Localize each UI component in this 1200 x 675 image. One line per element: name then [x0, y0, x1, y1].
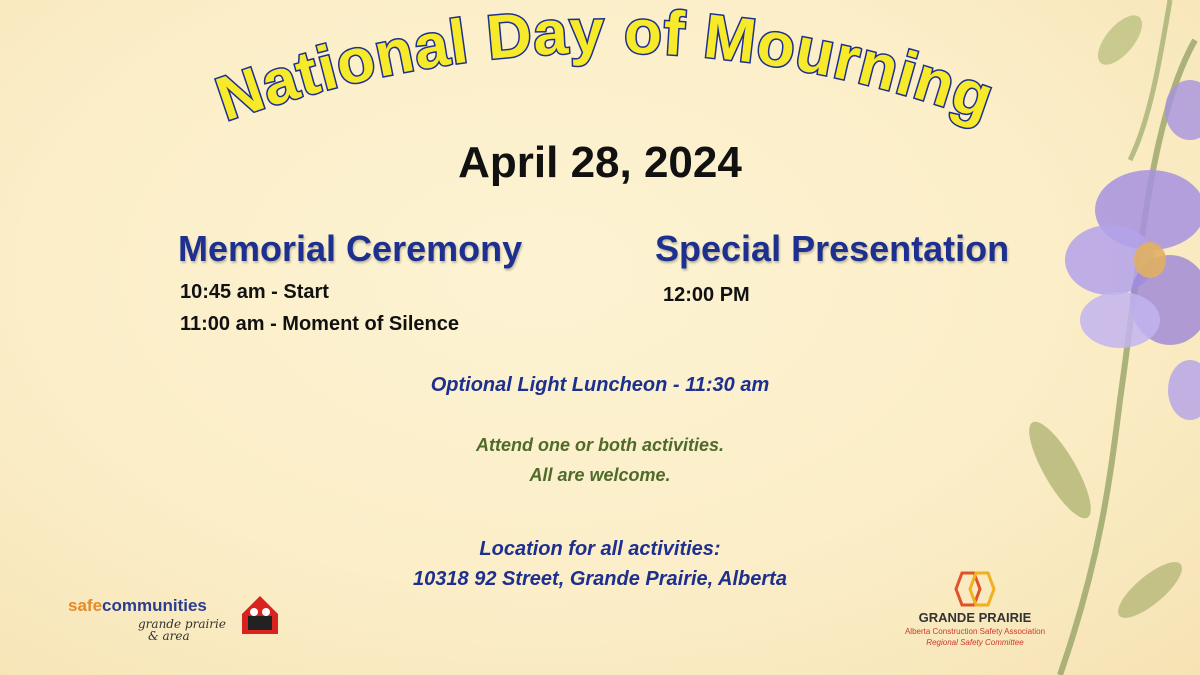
logo-grande-prairie-text: grande prairie	[138, 617, 226, 631]
invite-line-1: Attend one or both activities.	[475, 435, 725, 455]
memorial-heading: Memorial Ceremony	[178, 228, 523, 269]
luncheon-text: Optional Light Luncheon - 11:30 am	[430, 374, 770, 396]
memorial-start-time: 10:45 am - Start	[180, 281, 329, 303]
invite-line-2: All are welcome.	[529, 465, 671, 485]
logo-communities-text: communities	[102, 596, 207, 615]
safe-communities-logo	[68, 590, 288, 650]
hexagon-mark-icon	[952, 570, 998, 608]
logo-acsa-text: Alberta Construction Safety Association	[904, 627, 1046, 636]
logo-area-text: & area	[148, 629, 190, 643]
grande-prairie-acsa-logo	[880, 570, 1070, 650]
location-address: 10318 92 Street, Grande Prairie, Alberta	[413, 568, 787, 590]
logo-committee-text: Regional Safety Committee	[926, 638, 1024, 647]
safety-city-icon	[238, 592, 282, 636]
event-date: April 28, 2024	[458, 138, 742, 187]
memorial-silence-time: 11:00 am - Moment of Silence	[180, 313, 459, 335]
location-label: Location for all activities:	[479, 538, 721, 560]
svg-text:National Day of Mourning	[208, 0, 1003, 134]
presentation-time: 12:00 PM	[663, 284, 750, 306]
logo-safe-text: safe	[68, 596, 103, 615]
logo-grande-prairie-name: GRANDE PRAIRIE	[918, 610, 1032, 625]
title-text: National Day of Mourning	[207, 0, 1003, 135]
presentation-heading: Special Presentation	[655, 228, 1010, 269]
